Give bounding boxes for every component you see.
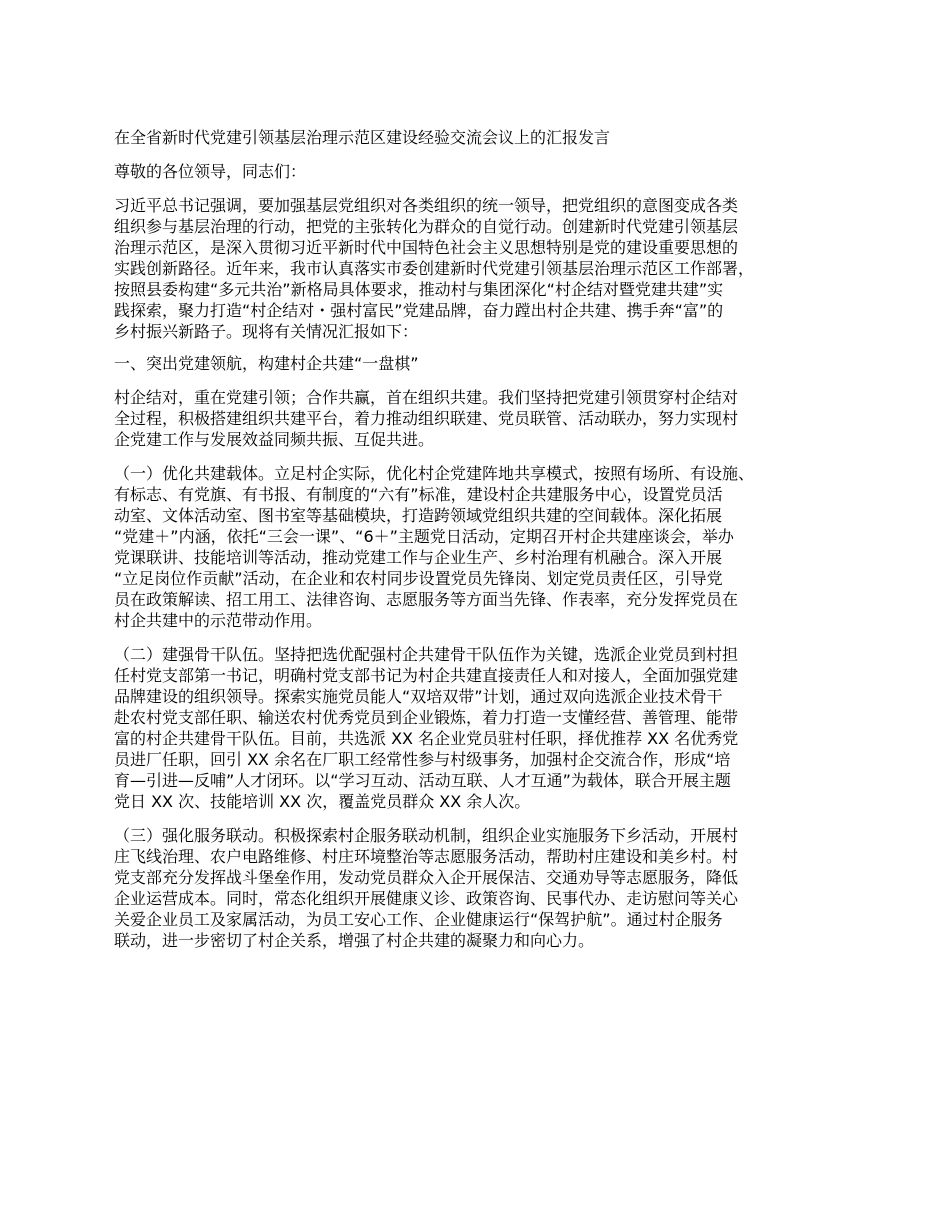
paragraph-line: 村企共建中的示范带动作用。 — [114, 611, 323, 630]
subsection-paragraph-2 — [114, 644, 854, 812]
paragraph-line: 组织参与基层治理的行动，把党的主张转化为群众的自觉行动。创建新时代党建引领基层 — [114, 217, 739, 236]
greeting: 尊敬的各位领导，同志们： — [114, 162, 307, 181]
paragraph-line: 实践创新路径。近年来，我市认真落实市委创建新时代党建引领基层治理示范区工作部署， — [114, 259, 755, 278]
paragraph-line: （一）优化共建载体。立足村企实际，优化村企党建阵地共享模式，按照有场所、有设施、 — [114, 464, 755, 483]
paragraph-line: 富的村企共建骨干队伍。目前，共选派 XX 名企业党员驻村任职，择优推荐 XX 名优秀党 — [114, 729, 739, 748]
paragraph-line: 关爱企业员工及家属活动，为员工安心工作、企业健康运行“保驾护航”。通过村企服务 — [114, 910, 723, 929]
paragraph-line: 育—引进—反哺”人才闭环。以“学习互动、活动互联、人才互通”为载体，联合开展主题 — [114, 771, 731, 790]
paragraph-line: 庄飞线治理、农户电路维修、村庄环境整治等志愿服务活动，帮助村庄建设和美乡村。村 — [114, 847, 739, 866]
paragraph-line: （二）建强骨干队伍。坚持把选优配强村企共建骨干队伍作为关键，选派企业党员到村担 — [114, 645, 739, 664]
subsection-paragraph-1 — [114, 463, 854, 631]
paragraph-line: 习近平总书记强调，要加强基层党组织对各类组织的统一领导，把党组织的意图变成各类 — [114, 196, 739, 215]
paragraph-line: 任村党支部第一书记，明确村党支部书记为村企共建直接责任人和对接人，全面加强党建 — [114, 666, 739, 685]
paragraph-line: 联动，进一步密切了村企关系，增强了村企共建的凝聚力和向心力。 — [114, 931, 595, 950]
paragraph-line: 党课联讲、技能培训等活动，推动党建工作与企业生产、乡村治理有机融合。深入开展 — [114, 548, 723, 567]
paragraph-line: 全过程，积极搭建组织共建平台，着力推动组织联建、党员联管、活动联办，努力实现村 — [114, 409, 739, 428]
paragraph-line: 有标志、有党旗、有书报、有制度的“六有”标准，建设村企共建服务中心，设置党员活 — [114, 485, 723, 504]
section-intro-paragraph — [114, 387, 854, 450]
paragraph-line: 党支部充分发挥战斗堡垒作用，发动党员群众入企开展保洁、交通劝导等志愿服务，降低 — [114, 868, 739, 887]
paragraph-line: （三）强化服务联动。积极探索村企服务联动机制，组织企业实施服务下乡活动，开展村 — [114, 826, 739, 845]
paragraph-line: 企党建工作与发展效益同频共振、互促共进。 — [114, 430, 435, 449]
paragraph-line: 动室、文体活动室、图书室等基础模块，打造跨领域党组织共建的空间载体。深化拓展 — [114, 506, 723, 525]
paragraph-line: 员在政策解读、招工用工、法律咨询、志愿服务等方面当先锋、作表率，充分发挥党员在 — [114, 590, 739, 609]
paragraph-line: 赴农村党支部任职、输送农村优秀党员到企业锻炼，着力打造一支懂经营、善管理、能带 — [114, 708, 739, 727]
paragraph-line: 治理示范区，是深入贯彻习近平新时代中国特色社会主义思想特别是党的建设重要思想的 — [114, 238, 739, 257]
paragraph-line: “党建＋”内涵，依托“三会一课”、“6＋”主题党日活动，定期召开村企共建座谈会，举办 — [114, 527, 734, 546]
paragraph-line: “立足岗位作贡献”活动，在企业和农村同步设置党员先锋岗、划定党员责任区，引导党 — [114, 569, 723, 588]
paragraph-line: 村企结对，重在党建引领；合作共赢，首在组织共建。我们坚持把党建引领贯穿村企结对 — [114, 388, 739, 407]
paragraph-line: 按照县委构建“多元共治”新格局具体要求，推动村与集团深化“村企结对暨党建共建”实 — [114, 280, 724, 299]
paragraph-line: 践探索，聚力打造“村企结对・强村富民”党建品牌，奋力蹚出村企共建、携手奔“富”的 — [114, 301, 724, 320]
document-title: 在全省新时代党建引领基层治理示范区建设经验交流会议上的汇报发言 — [114, 128, 611, 147]
paragraph-line: 乡村振兴新路子。现将有关情况汇报如下： — [114, 322, 419, 341]
paragraph-line: 党日 XX 次、技能培训 XX 次，覆盖党员群众 XX 余人次。 — [114, 792, 531, 811]
intro-paragraph — [114, 195, 854, 342]
paragraph-line: 品牌建设的组织领导。探索实施党员能人“双培双带”计划，通过双向选派企业技术骨干 — [114, 687, 723, 706]
paragraph-line: 员进厂任职，回引 XX 余名在厂职工经常性参与村级事务，加强村企交流合作，形成“培 — [114, 750, 731, 769]
paragraph-line: 企业运营成本。同时，常态化组织开展健康义诊、政策咨询、民事代办、走访慰问等关心 — [114, 889, 739, 908]
document-page — [114, 127, 854, 951]
subsection-paragraph-3 — [114, 825, 854, 951]
section-heading: 一、突出党建领航，构建村企共建“一盘棋” — [114, 354, 419, 373]
